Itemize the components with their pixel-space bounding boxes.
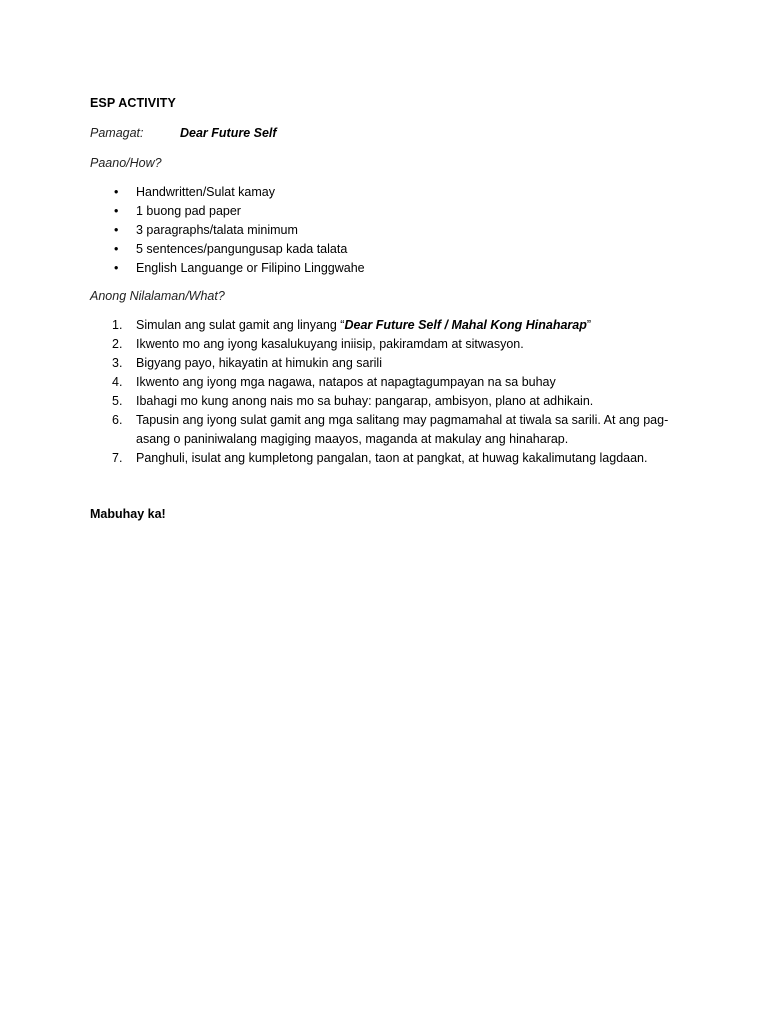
list-item <box>90 411 680 449</box>
document-body <box>90 94 680 524</box>
list-item-text: Ibahagi mo kung anong nais mo sa buhay: pangarap, ambisyon, plano at adhikain. <box>136 394 594 408</box>
list-item <box>90 373 680 392</box>
list-item-text: Ikwento mo ang iyong kasalukuyang iniisip, pakiramdam at sitwasyon. <box>136 337 524 351</box>
list-item-text: Panghuli, isulat ang kumpletong pangalan, taon at pangkat, at huwag kakalimutang lagdaan. <box>136 451 648 465</box>
step1-suffix: ” <box>586 318 592 332</box>
pamagat-row <box>90 124 680 143</box>
list-item-text: Tapusin ang iyong sulat gamit ang mga salitang may pagmamahal at tiwala sa sarili. At ang pag-asang o paniniwalang magiging maayos, maganda at makulay ang hinaharap. <box>136 413 669 446</box>
step1-emphasis: Dear Future Self / Mahal Kong Hinaharap <box>344 318 587 332</box>
list-item <box>90 316 680 335</box>
list-item-number: 3. <box>112 356 123 370</box>
list-item-text: English Languange or Filipino Linggwahe <box>136 261 365 275</box>
list-item-number: 7. <box>112 451 123 465</box>
bullet-icon: • <box>114 261 119 275</box>
bullet-icon: • <box>114 223 119 237</box>
bullet-icon: • <box>114 242 119 256</box>
list-item-number: 2. <box>112 337 123 351</box>
list-item-text: Handwritten/Sulat kamay <box>136 185 275 199</box>
list-item <box>90 354 680 373</box>
how-list <box>90 183 680 278</box>
list-item <box>90 240 680 259</box>
what-list <box>90 316 680 468</box>
list-item <box>90 202 680 221</box>
how-section-label: Paano/How? <box>90 156 162 170</box>
list-item-text: 5 sentences/pangungusap kada talata <box>136 242 348 256</box>
list-item-text: Bigyang payo, hikayatin at himukin ang sarili <box>136 356 382 370</box>
list-item-number: 4. <box>112 375 123 389</box>
list-item <box>90 449 680 468</box>
pamagat-label: Pamagat: <box>90 126 144 140</box>
pamagat-value: Dear Future Self <box>180 126 277 140</box>
step1-prefix: Simulan ang sulat gamit ang linyang “ <box>136 318 345 332</box>
list-item-text: 3 paragraphs/talata minimum <box>136 223 298 237</box>
closing-text: Mabuhay ka! <box>90 507 166 521</box>
list-item-text: 1 buong pad paper <box>136 204 241 218</box>
list-item <box>90 335 680 354</box>
bullet-icon: • <box>114 185 119 199</box>
list-item <box>90 221 680 240</box>
what-section-label: Anong Nilalaman/What? <box>90 289 225 303</box>
list-item <box>90 392 680 411</box>
document-title: ESP ACTIVITY <box>90 96 176 110</box>
list-item-number: 6. <box>112 413 123 427</box>
list-item-number: 1. <box>112 318 123 332</box>
bullet-icon: • <box>114 204 119 218</box>
list-item-text: Ikwento ang iyong mga nagawa, natapos at napagtagumpayan na sa buhay <box>136 375 556 389</box>
list-item-number: 5. <box>112 394 123 408</box>
list-item <box>90 259 680 278</box>
list-item <box>90 183 680 202</box>
